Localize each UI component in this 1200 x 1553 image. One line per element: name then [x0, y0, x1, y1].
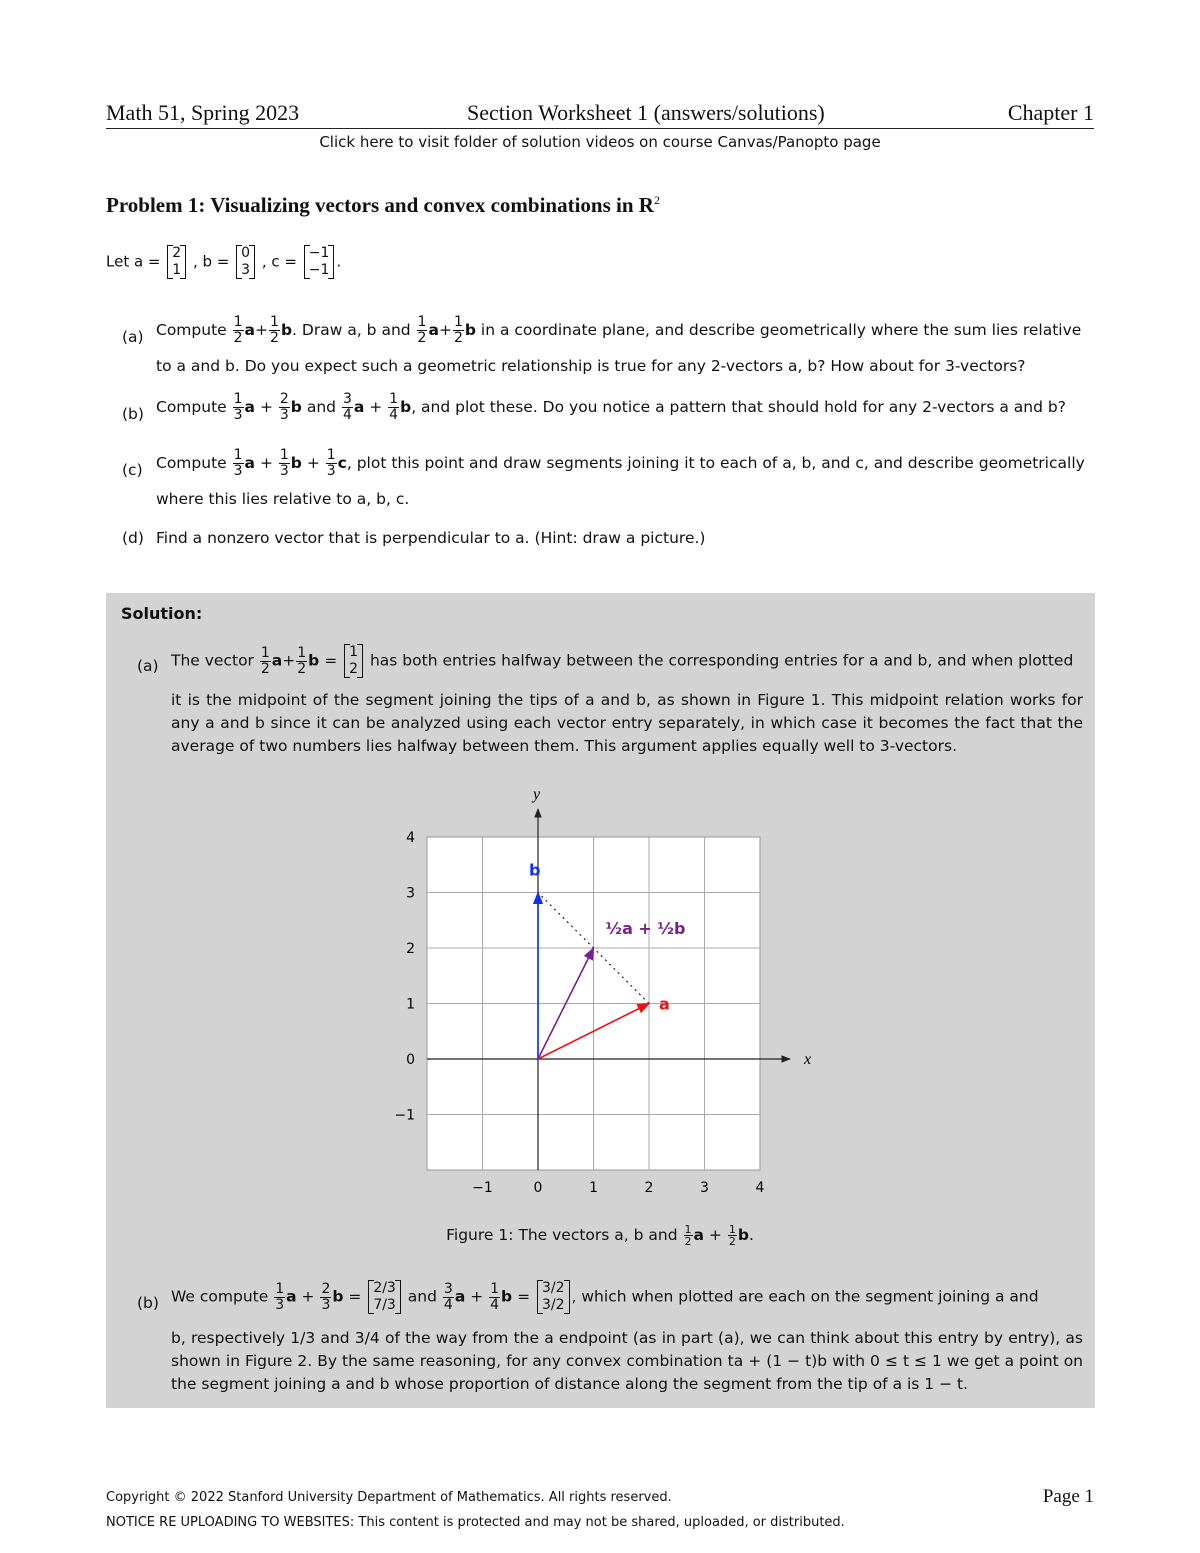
x-tick-label: 1 — [589, 1180, 598, 1196]
vector-a: 2 1 — [167, 245, 186, 279]
header-title: Section Worksheet 1 (answers/solutions) — [467, 100, 825, 125]
part-c-label: (c) — [122, 461, 143, 479]
footer-notice: NOTICE RE UPLOADING TO WEBSITES: This content is protected and may not be shared, uploaded, or distributed. — [106, 1515, 845, 1530]
header-course: Math 51, Spring 2023 — [106, 100, 300, 125]
y-tick-label: 0 — [406, 1052, 415, 1068]
b-eq-text: , b = — [192, 252, 230, 271]
part-a-line2: to a and b. Do you expect such a geometric relationship is true for any 2-vectors a, b? How about for 3-vectors? — [156, 357, 1026, 375]
solution-a-body: it is the midpoint of the segment joining the tips of a and b, as shown in Figure 1. This midpoint relation works for any a and b since it can be analyzed using each vector entry separately, in which case it becomes the fact that the average of two numbers lies halfway between them. This argument applies equally well to 3-vectors. — [171, 691, 1083, 755]
part-a-label: (a) — [122, 328, 144, 346]
footer-copyright: Copyright © 2022 Stanford University Department of Mathematics. All rights reserved. — [106, 1490, 672, 1505]
problem-title-text: Problem 1: Visualizing vectors and convex combinations in R — [106, 193, 654, 217]
vector-a-label: a — [659, 994, 670, 1014]
part-b-label: (b) — [122, 405, 144, 423]
solution-b-vector-2: 3/2 3/2 — [537, 1280, 570, 1314]
solution-b-label: (b) — [137, 1294, 159, 1312]
x-tick-label: −1 — [472, 1180, 493, 1196]
part-d-label: (d) — [122, 529, 144, 547]
vector-mid-label: ½a + ½b — [605, 919, 686, 938]
solution-a-vector: 1 2 — [344, 644, 363, 678]
figure-1-plot — [380, 780, 820, 1200]
part-c-line2: where this lies relative to a, b, c. — [156, 490, 410, 508]
x-tick-label: 3 — [700, 1180, 709, 1196]
solution-a-label: (a) — [137, 657, 159, 675]
footer-page: Page 1 — [1042, 1486, 1094, 1507]
c-eq-text: , c = — [261, 252, 297, 271]
x-tick-label: 0 — [533, 1180, 543, 1196]
solution-heading: Solution: — [121, 604, 203, 623]
part-d-text: Find a nonzero vector that is perpendicular to a. (Hint: draw a picture.) — [156, 529, 706, 547]
figure-1-caption: Figure 1: The vectors a, b and $\frac{1}{2}$ a + $\frac{1}{2}$ b. — [446, 1223, 754, 1248]
vector-b: 0 3 — [236, 245, 255, 279]
header-chapter: Chapter 1 — [1007, 100, 1094, 125]
problem-title-sup: 2 — [653, 193, 660, 207]
vector-definitions: Let a = 2 1 , b = 0 3 , c = −1 −1 . — [106, 245, 342, 278]
let-text: Let a = — [106, 252, 161, 271]
vector-b-label: b — [529, 860, 541, 880]
vector-c: −1 −1 — [304, 245, 335, 279]
header-rule — [106, 128, 1094, 129]
x-axis-label: x — [804, 1051, 812, 1068]
y-tick-label: 3 — [406, 885, 415, 902]
y-tick-label: 1 — [406, 996, 415, 1013]
problem-title — [106, 193, 660, 218]
y-tick-label: 2 — [406, 941, 415, 957]
y-axis-label: y — [533, 786, 541, 803]
x-tick-label: 4 — [755, 1180, 765, 1196]
video-link[interactable]: Click here to visit folder of solution videos on course Canvas/Panopto page — [319, 133, 881, 151]
solution-b-vector-1: 2/3 7/3 — [368, 1280, 401, 1314]
x-tick-label: 2 — [644, 1180, 654, 1196]
y-tick-label: 4 — [406, 830, 415, 846]
y-tick-label: −1 — [394, 1107, 415, 1124]
solution-b-body: b, respectively 1/3 and 3/4 of the way from the a endpoint (as in part (a), we can think about this entry by entry), as shown in Figure 2. By the same reasoning, for any convex combination ta + (1 − t)b with 0 ≤ t ≤ 1 we get a point on the segment joining a and b whose proportion of distance along the segment from the tip of a is 1 − t. — [171, 1329, 1083, 1393]
